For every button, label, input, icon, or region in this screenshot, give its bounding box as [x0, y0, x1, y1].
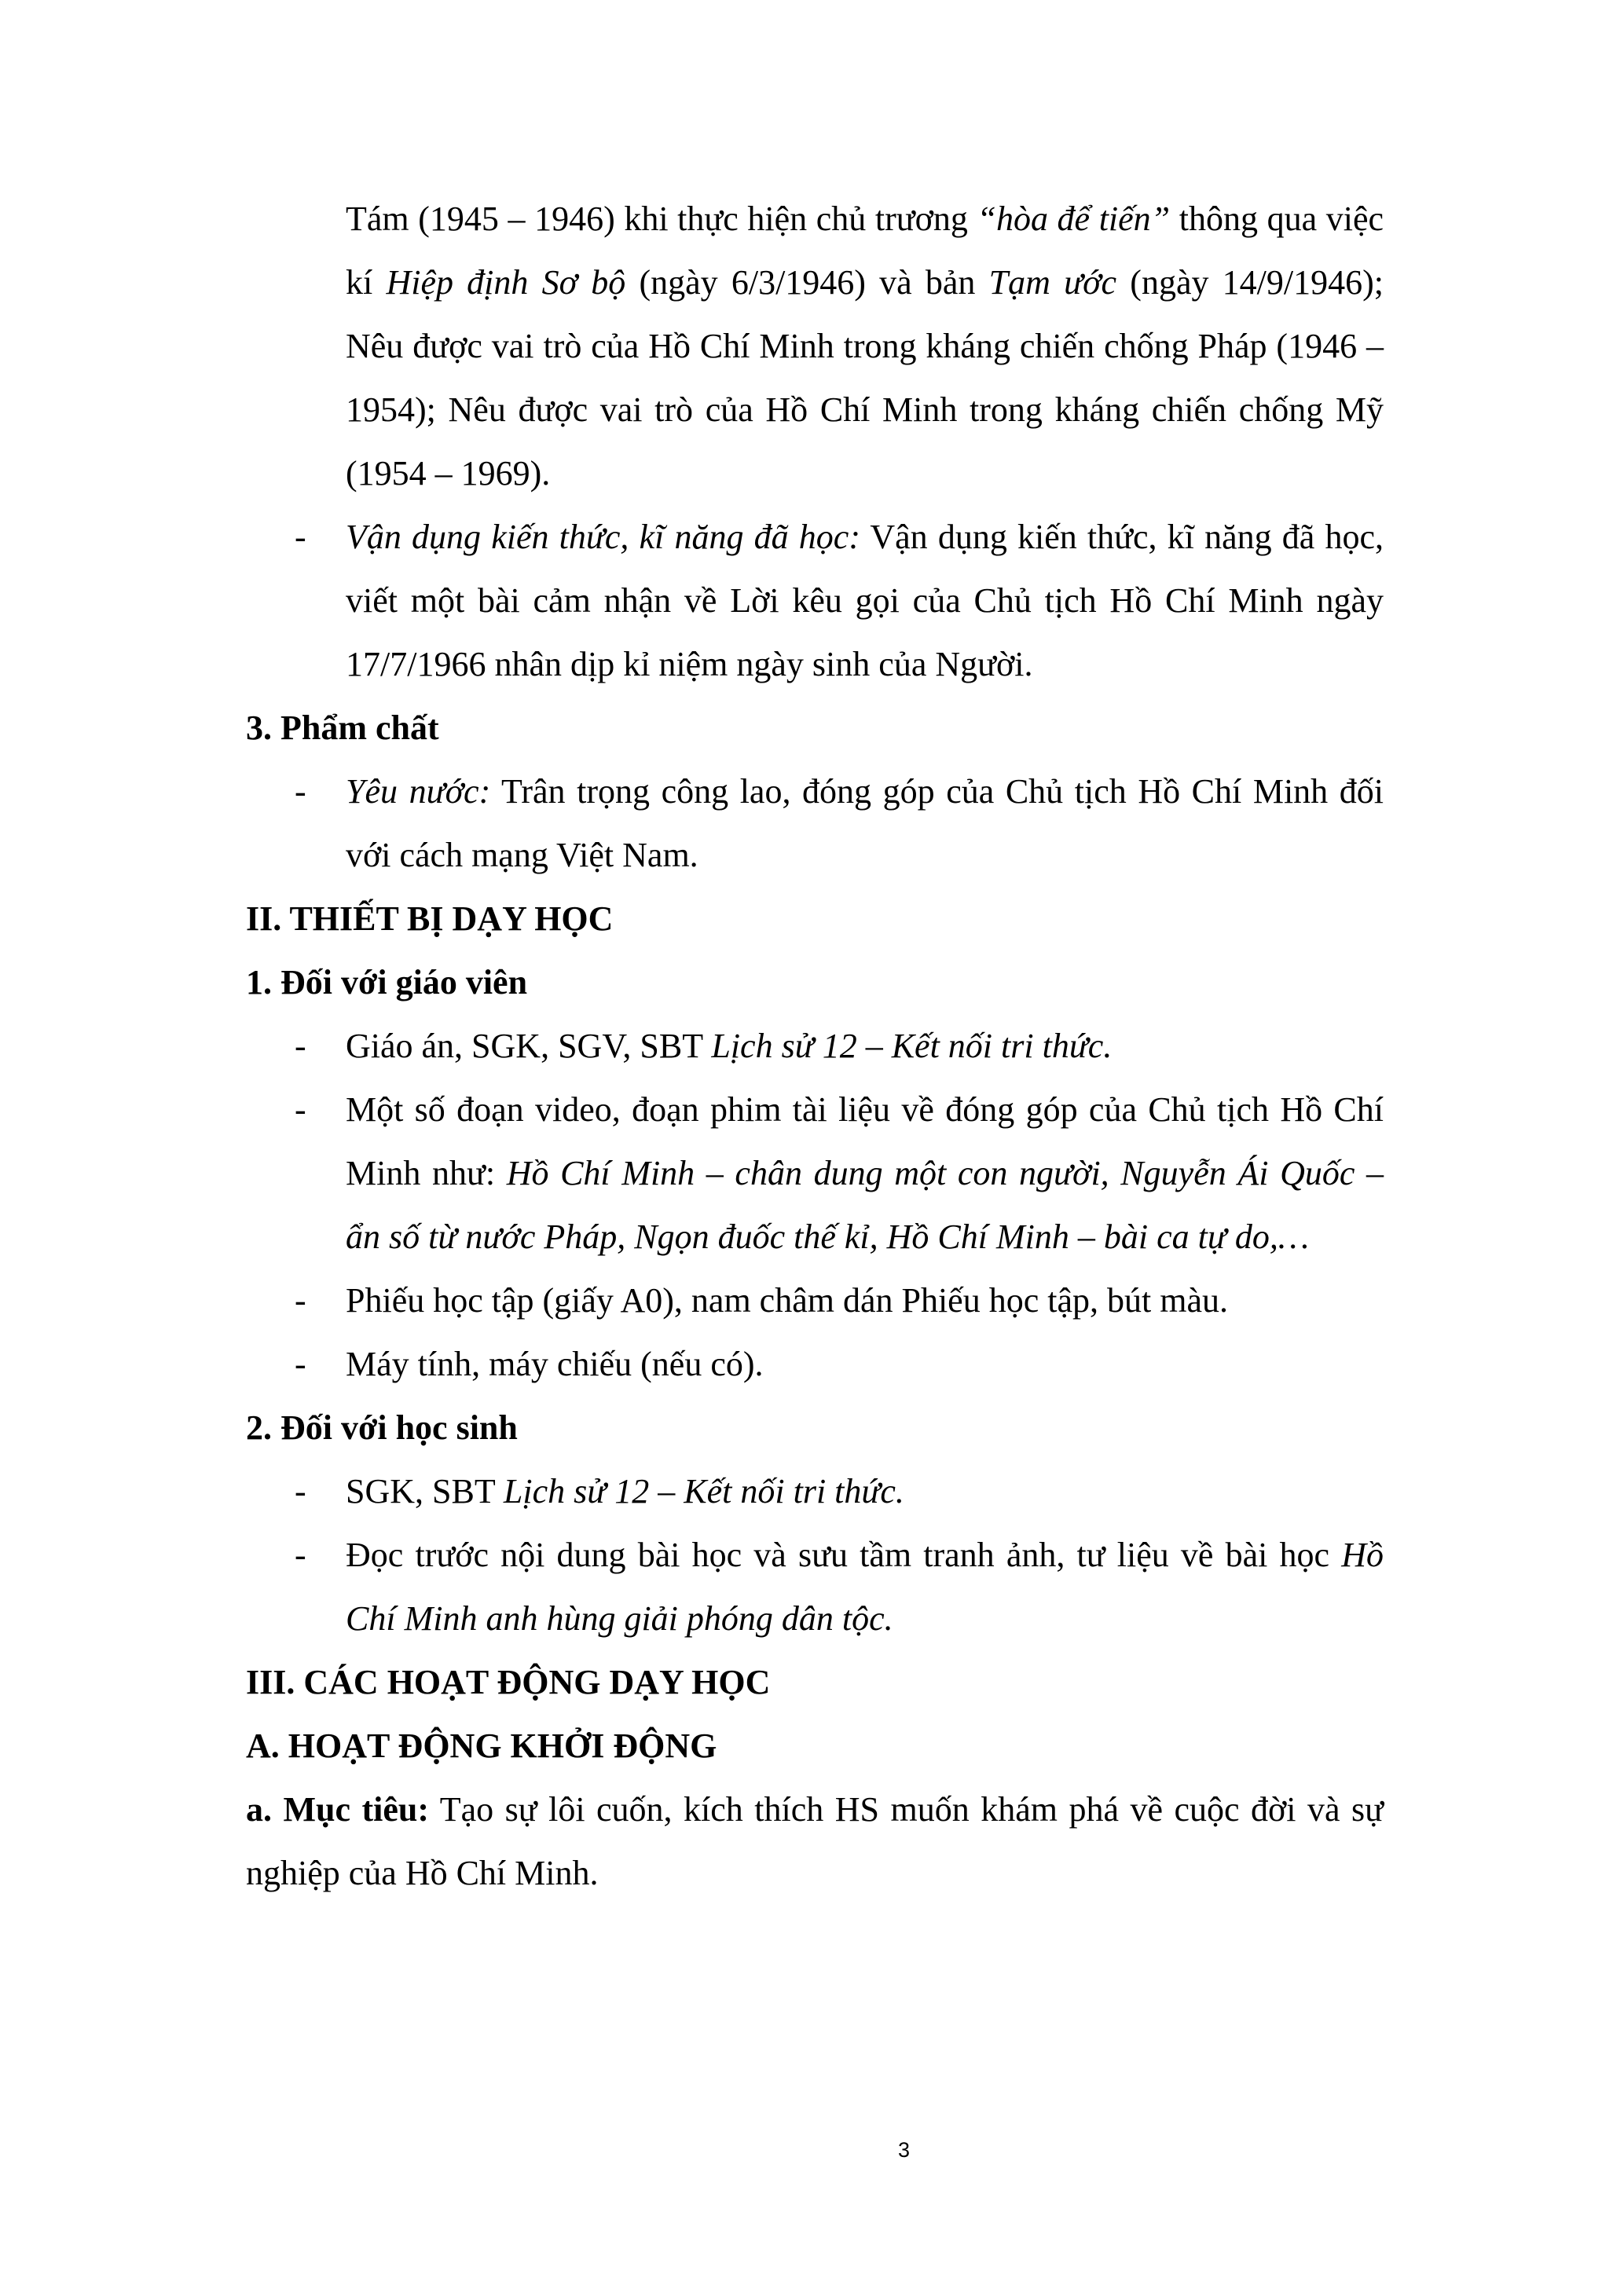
muc-tieu-label: a. Mục tiêu:: [246, 1790, 430, 1829]
gv-item-2-italic: Hồ Chí Minh – chân dung một con người, Nguyễn Ái Quốc – ẩn số từ nước Pháp, Ngọn đuốc thế kỉ, Hồ Chí Minh – bài ca tự do,…: [346, 1154, 1384, 1256]
bullet-dash: -: [295, 1090, 306, 1129]
gv-item-4: [246, 1332, 1384, 1396]
gv-item-1-text: Giáo án, SGK, SGV, SBT: [346, 1027, 712, 1065]
bullet-dash: -: [295, 1281, 306, 1320]
gv-item-3: [246, 1269, 1384, 1332]
hs-item-1: [246, 1459, 1384, 1523]
heading-hoat-dong: III. CÁC HOẠT ĐỘNG DẠY HỌC: [246, 1663, 771, 1701]
hs-item-1-text: SGK, SBT: [346, 1472, 504, 1511]
bullet-dash: -: [295, 518, 306, 556]
hs-item-1-italic: Lịch sử 12 – Kết nối tri thức.: [503, 1472, 904, 1511]
intro-italic-hiep-dinh: Hiệp định Sơ bộ: [386, 263, 626, 302]
heading-khoi-dong: A. HOẠT ĐỘNG KHỞI ĐỘNG: [246, 1727, 717, 1765]
page-number: 3: [897, 2138, 911, 2162]
intro-paragraph: [246, 187, 1384, 505]
muc-tieu-paragraph: [246, 1778, 1384, 1905]
bullet-dash: -: [295, 772, 306, 811]
gv-item-3-text: Phiếu học tập (giấy A0), nam châm dán Phiếu học tập, bút màu.: [346, 1281, 1228, 1320]
hs-item-2-text: Đọc trước nội dung bài học và sưu tầm tranh ảnh, tư liệu về bài học: [346, 1536, 1342, 1574]
bullet-dash: -: [295, 1536, 306, 1574]
gv-item-1-italic: Lịch sử 12 – Kết nối tri thức.: [711, 1027, 1113, 1065]
bullet-dash: -: [295, 1027, 306, 1065]
heading-giao-vien: 1. Đối với giáo viên: [246, 963, 528, 1002]
intro-text-1: Tám (1945 – 1946) khi thực hiện chủ trương: [346, 200, 977, 238]
gv-item-4-text: Máy tính, máy chiếu (nếu có).: [346, 1345, 764, 1383]
bullet-yeu-nuoc-label: Yêu nước:: [346, 772, 491, 811]
bullet-dash: -: [295, 1345, 306, 1383]
bullet-apply-label: Vận dụng kiến thức, kĩ năng đã học:: [346, 518, 860, 556]
heading-thiet-bi: II. THIẾT BỊ DẠY HỌC: [246, 899, 614, 938]
heading-pham-chat: 3. Phẩm chất: [246, 709, 439, 747]
gv-item-2-text: Một số đoạn video, đoạn phim tài liệu về đóng góp của Chủ tịch Hồ Chí Minh như:: [346, 1090, 1384, 1192]
gv-item-2: [246, 1078, 1384, 1269]
bullet-apply-text: Vận dụng kiến thức, kĩ năng đã học, viết một bài cảm nhận về Lời kêu gọi của Chủ tịch Hồ Chí Minh ngày 17/7/1966 nhân dịp kỉ niệm ngày sinh của Người.: [346, 518, 1384, 683]
hs-item-2: [246, 1523, 1384, 1650]
bullet-apply-knowledge: [246, 505, 1384, 696]
page-content: [246, 187, 1384, 1905]
intro-italic-hoa-de-tien: “hòa để tiến”: [977, 200, 1171, 238]
bullet-yeu-nuoc: [246, 760, 1384, 887]
intro-text-2: thông qua việc kí: [346, 200, 1384, 302]
bullet-dash: -: [295, 1472, 306, 1511]
hs-item-2-italic: Hồ Chí Minh anh hùng giải phóng dân tộc.: [346, 1536, 1384, 1638]
gv-item-1: [246, 1014, 1384, 1078]
intro-italic-tam-uoc: Tạm ước: [988, 263, 1117, 302]
muc-tieu-text: Tạo sự lôi cuốn, kích thích HS muốn khám phá về cuộc đời và sự nghiệp của Hồ Chí Minh.: [246, 1790, 1384, 1892]
intro-text-4: (ngày 14/9/1946); Nêu được vai trò của Hồ Chí Minh trong kháng chiến chống Pháp (1946 – 1954); Nêu được vai trò của Hồ Chí Minh trong kháng chiến chống Mỹ (1954 – 1969).: [346, 263, 1384, 493]
intro-text-3: (ngày 6/3/1946) và bản: [625, 263, 989, 302]
heading-hoc-sinh: 2. Đối với học sinh: [246, 1408, 518, 1447]
bullet-yeu-nuoc-text: Trân trọng công lao, đóng góp của Chủ tịch Hồ Chí Minh đối với cách mạng Việt Nam.: [346, 772, 1384, 874]
